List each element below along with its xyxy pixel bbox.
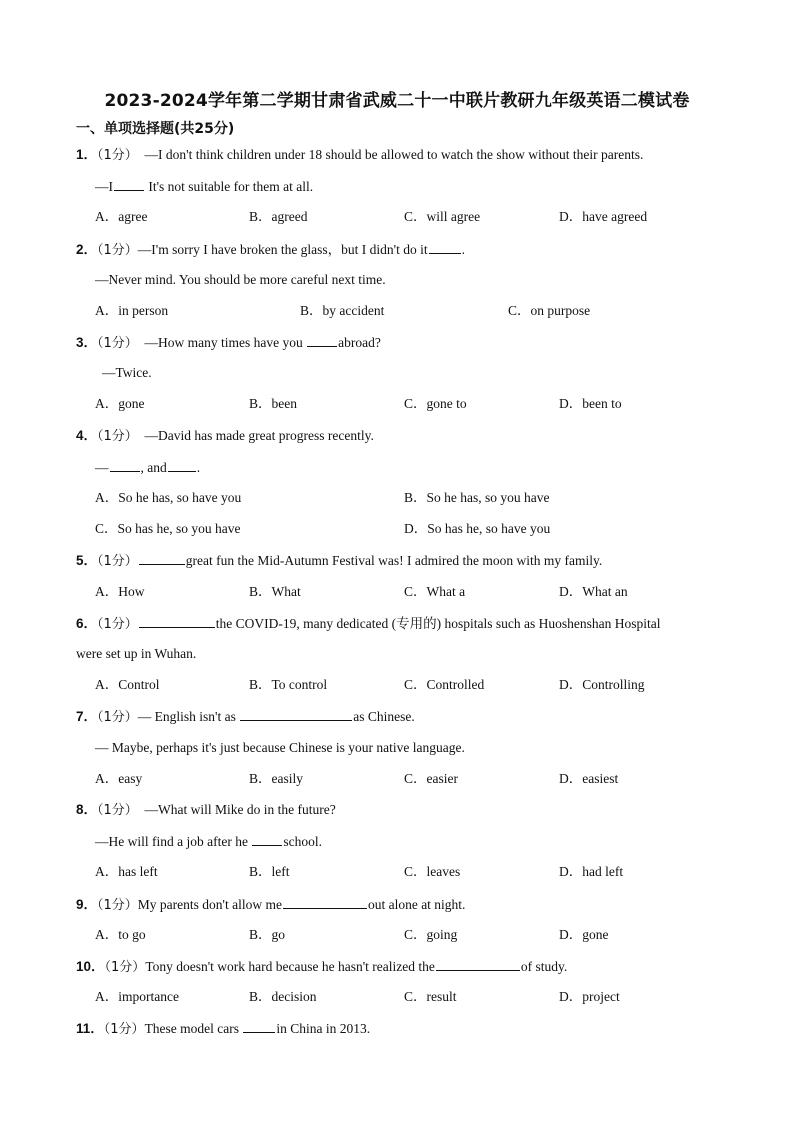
question-8-reply: —He will find a job after he school.: [95, 834, 322, 849]
option-a: A．Control: [95, 677, 160, 692]
question-2: 2．（1分）—I'm sorry I have broken the glass，but I didn't do it .: [76, 242, 465, 258]
question-score: （1分）: [97, 148, 138, 163]
page-title: 2023-2024学年第二学期甘肃省武威二十一中联片教研九年级英语二模试卷: [104, 91, 690, 111]
answer-blank: [139, 551, 185, 565]
question-text: —I don't think children under 18 should be allowed to watch the show without their parents.: [144, 147, 644, 162]
option-b: B．left: [249, 864, 290, 879]
question-6: 6．（1分） the COVID-19, many dedicated (专用的) hospitals such as Huoshenshan Hospital: [76, 616, 661, 632]
question-number: 1．: [76, 147, 98, 162]
question-1-reply: —I It's not suitable for them at all.: [95, 179, 314, 194]
option-a: A．to go: [95, 927, 146, 942]
option-c: C．leaves: [404, 864, 461, 879]
option-d: D．What an: [559, 584, 628, 599]
option-b: B．been: [249, 396, 297, 411]
question-1: [76, 146, 643, 165]
answer-blank: [436, 957, 520, 971]
option-c: C．What a: [404, 584, 466, 599]
option-b: B．agreed: [249, 209, 308, 224]
option-c: C．on purpose: [508, 303, 591, 318]
question-3-reply: —Twice.: [102, 365, 152, 380]
option-a: A．So he has, so have you: [95, 490, 242, 505]
answer-blank: [429, 240, 461, 254]
option-b: B．easily: [249, 771, 303, 786]
question-5: 5．（1分） great fun the Mid-Autumn Festival was! I admired the moon with my family.: [76, 553, 603, 569]
option-c: C．easier: [404, 771, 458, 786]
answer-blank: [139, 614, 215, 628]
option-a: A．has left: [95, 864, 158, 879]
option-b: B．by accident: [300, 303, 385, 318]
option-c: C．going: [404, 927, 458, 942]
option-d: D．have agreed: [559, 209, 648, 224]
option-c: C．gone to: [404, 396, 467, 411]
option-c: C．So has he, so you have: [95, 521, 241, 536]
answer-blank: [307, 333, 337, 347]
answer-blank: [168, 458, 196, 472]
answer-blank: [283, 895, 367, 909]
question-4: 4．（1分） —David has made great progress recently.: [76, 428, 374, 444]
question-4-reply: — , and .: [95, 460, 201, 475]
answer-blank: [240, 707, 352, 721]
option-c: C．result: [404, 989, 457, 1004]
question-7-reply: — Maybe, perhaps it's just because Chinese is your native language.: [95, 740, 465, 755]
option-c: C．will agree: [404, 209, 481, 224]
question-10: 10．（1分）Tony doesn't work hard because he hasn't realized the of study.: [76, 959, 568, 975]
option-d: D．easiest: [559, 771, 619, 786]
question-2-reply: —Never mind. You should be more careful next time.: [95, 272, 386, 287]
answer-blank: [252, 832, 282, 846]
option-a: A．easy: [95, 771, 143, 786]
option-d: D．Controlling: [559, 677, 645, 692]
option-b: B．To control: [249, 677, 328, 692]
option-a: A．importance: [95, 989, 179, 1004]
section-heading: 一、单项选择题(共25分): [76, 121, 235, 137]
answer-blank: [114, 177, 144, 191]
answer-blank: [243, 1019, 275, 1033]
option-a: A．agree: [95, 209, 148, 224]
option-a: A．in person: [95, 303, 169, 318]
answer-blank: [110, 458, 140, 472]
option-b: B．So he has, so you have: [404, 490, 550, 505]
option-d: D．So has he, so have you: [404, 521, 551, 536]
question-11: 11．（1分）These model cars in China in 2013.: [76, 1021, 371, 1037]
option-b: B．decision: [249, 989, 317, 1004]
option-b: B．go: [249, 927, 286, 942]
option-d: D．been to: [559, 396, 622, 411]
question-6-cont: were set up in Wuhan.: [76, 646, 197, 661]
option-d: D．project: [559, 989, 620, 1004]
option-a: A．gone: [95, 396, 145, 411]
option-d: D．had left: [559, 864, 624, 879]
question-3: 3．（1分） —How many times have you abroad?: [76, 335, 381, 351]
question-9: 9．（1分）My parents don't allow me out alone at night.: [76, 897, 466, 913]
option-a: A．How: [95, 584, 145, 599]
question-7: 7．（1分）— English isn't as as Chinese.: [76, 709, 415, 725]
question-8: 8．（1分） —What will Mike do in the future?: [76, 802, 336, 818]
option-d: D．gone: [559, 927, 609, 942]
option-c: C．Controlled: [404, 677, 485, 692]
option-b: B．What: [249, 584, 301, 599]
